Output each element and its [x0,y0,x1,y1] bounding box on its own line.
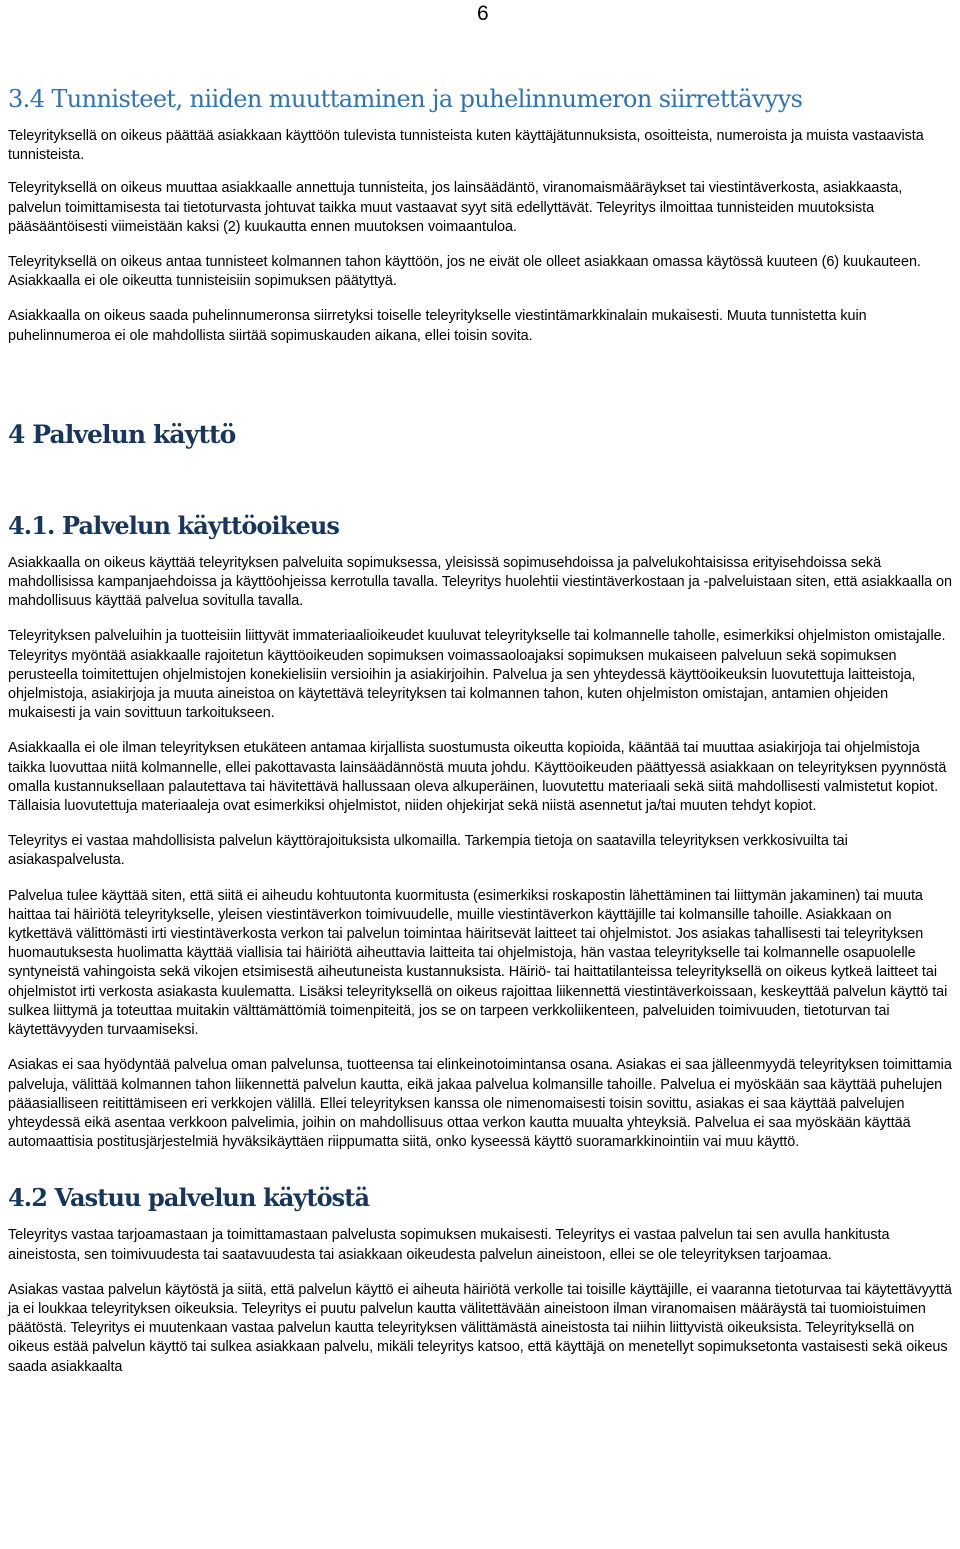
paragraph: Teleyrityksellä on oikeus päättää asiakkaan käyttöön tulevista tunnisteista kuten käyttäjätunnuksista, osoitteista, numeroista ja muista vastaavista tunnisteista. [8,128,924,164]
section-heading-3-4: 3.4 Tunnisteet, niiden muuttaminen ja puhelinnumeron siirrettävyys [8,85,803,113]
paragraph: Asiakas vastaa palvelun käytöstä ja siitä, että palvelun käyttö ei aiheuta häiriötä verkolle tai toisille käyttäjille, ei vaaranna tietoturvaa tai käytettävyyttä ja ei loukkaa teleyrityksen oikeuksia. Teleyritys ei puutu palvelun kautta välitettävään aineistoon ilman viranomaisen määräystä tai tuomioistuimen päätöstä. Teleyritys ei muutenkaan vastaa palvelun kautta teleyrityksen välittämästä aineistosta tai niihin liittyvistä oikeuksista. Teleyrityksellä on oikeus estää palvelun käyttö tai sulkea asiakkaan palvelu, mikäli teleyritys katsoo, että käyttäjä on menetellyt sopimuksetonta vastaisesti sekä oikeus saada asiakkaalta [8,1281,952,1375]
paragraph: Asiakas ei saa hyödyntää palvelua oman palvelunsa, tuotteensa tai elinkeinotoimintansa osana. Asiakas ei saa jälleenmyydä teleyrityksen toimittamia palveluja, välittää kolmannen tahon liikennettä palvelun kautta, eikä jakaa palvelua kolmansille tahoille. Palvelua ei myöskään saa käyttää puhelujen pääasialliseen reitittämiseen eri verkkojen välillä. Ellei teleyrityksen kanssa ole nimenomaisesti toisin sovittu, asiakas ei saa käyttää palvelujen yhteydessä eikä asentaa verkkoon palvelimia, joihin on mahdollisuus ottaa verkon kautta muualta yhteyksiä. Palvelua ei saa myöskään käyttää automaattisia postitusjärjestelmiä hyväksikäyttäen riippumatta siitä, onko kyseessä käyttö suoramarkkinointiin vai muu käyttö. [8,1057,952,1151]
paragraph: Teleyrityksellä on oikeus muuttaa asiakkaalle annettuja tunnisteita, jos lainsäädäntö, viranomaismääräykset tai viestintäverkosta, asiakkaasta, palvelun toimittamisesta tai tietoturvasta johtuvat taikka muut vastaavat syyt sitä edellyttävät. Teleyritys ilmoittaa tunnisteiden muutoksista pääsääntöisesti viimeistään kaksi (2) kuukautta ennen muutoksen voimaantuloa. [8,180,903,235]
paragraph: Teleyrityksellä on oikeus antaa tunnisteet kolmannen tahon käyttöön, jos ne eivät ole olleet asiakkaan omassa käytössä kuuteen (6) kuukauteen. Asiakkaalla ei ole oikeutta tunnisteisiin sopimuksen päätyttyä. [8,254,921,290]
document-body [8,83,958,1377]
paragraph: Asiakkaalla on oikeus saada puhelinnumeronsa siirretyksi toiselle teleyritykselle viestintämarkkinalain mukaisesti. Muuta tunnistetta kuin puhelinnumeroa ei ole mahdollista siirtää sopimuskauden aikana, ellei toisin sovita. [8,308,867,344]
paragraph: Asiakkaalla ei ole ilman teleyrityksen etukäteen antamaa kirjallista suostumusta oikeutta kopioida, kääntää tai muuttaa asiakirjoja tai ohjelmistoja taikka luovuttaa niitä kolmannelle, ellei pakottavasta lainsäädännöstä muuta johdu. Käyttöoikeuden päättyessä asiakkaan on teleyrityksen pyynnöstä omalla kustannuksellaan palautettava tai hävitettävä hallussaan oleva alkuperäinen, luovutettu materiaali sekä siitä mahdollisesti valmistetut kopiot. Tällaisia luovutettuja materiaaleja ovat esimerkiksi ohjelmistot, niiden ohjekirjat sekä niistä asennetut ja/tai muuten tehdyt kopiot. [8,740,947,815]
section-heading-4: 4 Palvelun käyttö [8,419,236,449]
section-heading-4-2: 4.2 Vastuu palvelun käytöstä [8,1183,370,1213]
paragraph: Teleyrityksen palveluihin ja tuotteisiin liittyvät immateriaalioikeudet kuuluvat teleyritykselle tai kolmannelle taholle, esimerkiksi ohjelmiston omistajalle. Teleyritys myöntää asiakkaalle rajoitetun käyttöoikeuden sopimuksen voimassaoloajaksi sopimuksen mukaiseen palveluun sekä sopimuksen perusteella toimitettujen ohjelmistojen konekielisiin versioihin ja asiakirjoihin. Palvelua ja sen yhteydessä käyttöoikeuksin luovutettuja laitteistoja, ohjelmistoja, asiakirjoja ja muuta aineistoa on käytettävä teleyrityksen tai kolmannen tahon, kuten ohjelmiston omistajan, antamien ohjeiden mukaisesti ja vain sovittuun tarkoitukseen. [8,628,946,722]
paragraph: Palvelua tulee käyttää siten, että siitä ei aiheudu kohtuutonta kuormitusta (esimerkiksi roskapostin lähettäminen tai liittymän jakaminen) tai muuta haittaa tai häiriötä teleyritykselle, yleisen viestintäverkon toimivuudelle, muille viestintäverkon käyttäjille tai kolmansille tahoille. Asiakkaan on kytkettävä välittömästi irti viestintäverkosta verkon tai palvelun toimintaa häiritsevät laitteet tai ohjelmistot. Jos asiakas tahallisesti tai teleyrityksen huomautuksesta huolimatta käyttää viallisia tai häiriötä aiheuttavia laitteita tai ohjelmistoja, hän vastaa teleyritykselle tai kolmannelle osapuolelle syntyneistä vahingoista sekä vikojen etsimisestä aiheutuneista kustannuksista. Häiriö- tai haittatilanteissa teleyrityksellä on oikeus kytkeä laitteet tai ohjelmistot irti verkosta asiakasta kuulematta. Lisäksi teleyrityksellä on oikeus rajoittaa liikennettä viestintäverkoissaan, keskeyttää palvelun käyttö tai sulkea liittymä ja toteuttaa muitakin välttämättömiä toimenpiteitä, jos se on tarpeen verkkoliikenteen, palveluiden toimivuuden, tietoturvan tai käytettävyyden turvaamiseksi. [8,887,948,1039]
section-heading-4-1: 4.1. Palvelun käyttöoikeus [8,510,340,540]
paragraph: Teleyritys ei vastaa mahdollisista palvelun käyttörajoituksista ulkomailla. Tarkempia tietoja on saatavilla teleyrityksen verkkosivuilta tai asiakaspalvelusta. [8,833,848,869]
paragraph: Asiakkaalla on oikeus käyttää teleyrityksen palveluita sopimuksessa, yleisissä sopimusehdoissa ja palvelukohtaisissa erityisehdoissa sekä mahdollisissa kampanjaehdoissa ja käyttöohjeissa kerrotulla tavalla. Teleyritys huolehtii viestintäverkostaan ja -palveluistaan siten, että asiakkaalla on mahdollisuus käyttää palvelua sovitulla tavalla. [8,554,952,610]
paragraph: Teleyritys vastaa tarjoamastaan ja toimittamastaan palvelusta sopimuksen mukaisesti. Teleyritys ei vastaa palvelun tai sen avulla hankitusta aineistosta, sen toimivuudesta tai saatavuudesta tai asiakkaan oikeudesta palvelun aineistoon, ellei se ole teleyrityksen tarjoamaa. [8,1227,890,1263]
page-number: 6 [477,2,489,25]
